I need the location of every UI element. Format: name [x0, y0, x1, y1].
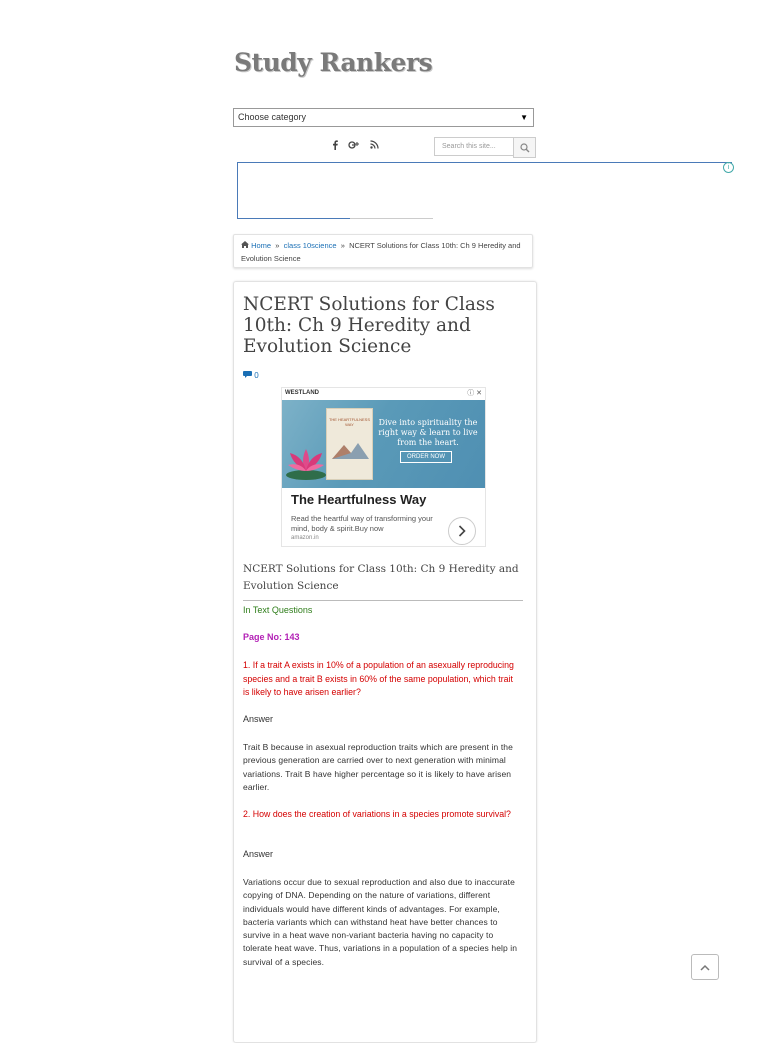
breadcrumb: [233, 234, 533, 268]
answer-1: Trait B because in asexual reproduction traits which are present in the previous generation are carried over to next generation with minimal variations. Trait B have higher percentage so it is likely to have arisen earlier.: [243, 742, 513, 792]
search-input[interactable]: Search this site...: [434, 137, 521, 156]
ad-brand: WESTLAND: [285, 390, 319, 396]
breadcrumb-home[interactable]: Home: [251, 241, 272, 250]
ad-tagline: Dive into spirituality the right way & learn to live from the heart.: [378, 418, 478, 447]
site-logo[interactable]: Study Rankers: [234, 48, 433, 77]
comment-count[interactable]: [243, 371, 259, 380]
answer-label: Answer: [243, 714, 274, 724]
ad-book-image: [282, 388, 485, 488]
ad-headline[interactable]: The Heartfulness Way: [291, 492, 427, 507]
ad-description: Read the heartful way of transforming your mind, body & spirit.Buy now: [291, 514, 433, 533]
search-button[interactable]: [513, 137, 536, 158]
ad-close-icon[interactable]: ⓘ ✕: [467, 390, 482, 397]
scroll-to-top-button[interactable]: [691, 954, 719, 980]
ad-divider: [237, 218, 350, 219]
category-select-value: Choose category: [238, 112, 307, 122]
search-icon: [520, 143, 530, 153]
answer-label: Answer: [243, 849, 274, 859]
ad-banner-top[interactable]: [237, 162, 732, 219]
book-cover-title: THE HEARTFULNESS WAY: [328, 417, 371, 427]
question-1: 1. If a trait A exists in 10% of a population of an asexually reproducing species and a trait B exists in 60% of the same population, which trait is likely to have arisen earlier?: [243, 660, 514, 697]
page-title: NCERT Solutions for Class 10th: Ch 9 Heredity and Evolution Science: [243, 294, 495, 357]
book-cover: [326, 408, 373, 480]
google-plus-icon[interactable]: [348, 140, 360, 153]
chevron-right-icon[interactable]: [448, 517, 476, 545]
ad-book[interactable]: [281, 387, 486, 547]
breadcrumb-category[interactable]: class 10science: [283, 241, 337, 250]
home-icon: [241, 241, 251, 250]
page-number: Page No: 143: [243, 632, 300, 642]
ad-source: amazon.in: [291, 535, 319, 541]
breadcrumb-separator: »: [275, 241, 280, 250]
ad-divider: [350, 218, 433, 219]
chevron-down-icon: ▼: [520, 113, 528, 122]
chevron-up-icon: [700, 964, 710, 971]
section-heading: In Text Questions: [243, 605, 313, 615]
lotus-icon: [284, 443, 328, 481]
comment-icon: [243, 371, 252, 378]
breadcrumb-current: NCERT Solutions for Class 10th: Ch 9 Heredity and Evolution Science: [241, 241, 521, 263]
ad-info-icon[interactable]: i: [723, 162, 734, 173]
article-subtitle: NCERT Solutions for Class 10th: Ch 9 Heredity and Evolution Science: [243, 561, 523, 601]
facebook-icon[interactable]: [331, 140, 339, 153]
comment-count-value: 0: [254, 371, 259, 380]
category-select[interactable]: [233, 108, 534, 127]
answer-2: Variations occur due to sexual reproduction and also due to inaccurate copying of DNA. Depending on the nature of variations, different individuals would have different kinds of advantages. For example, bacteria variants which can withstand heat have better chances to survive in a heat wave non-variant bacteria having no capacity to tolerate heat wave. Thus, variations in a population of a species help in survival of a species.: [243, 877, 518, 967]
question-2: 2. How does the creation of variations in a species promote survival?: [243, 809, 511, 819]
ad-order-button[interactable]: ORDER NOW: [400, 451, 452, 463]
rss-icon[interactable]: [370, 140, 379, 152]
breadcrumb-separator: »: [340, 241, 345, 250]
